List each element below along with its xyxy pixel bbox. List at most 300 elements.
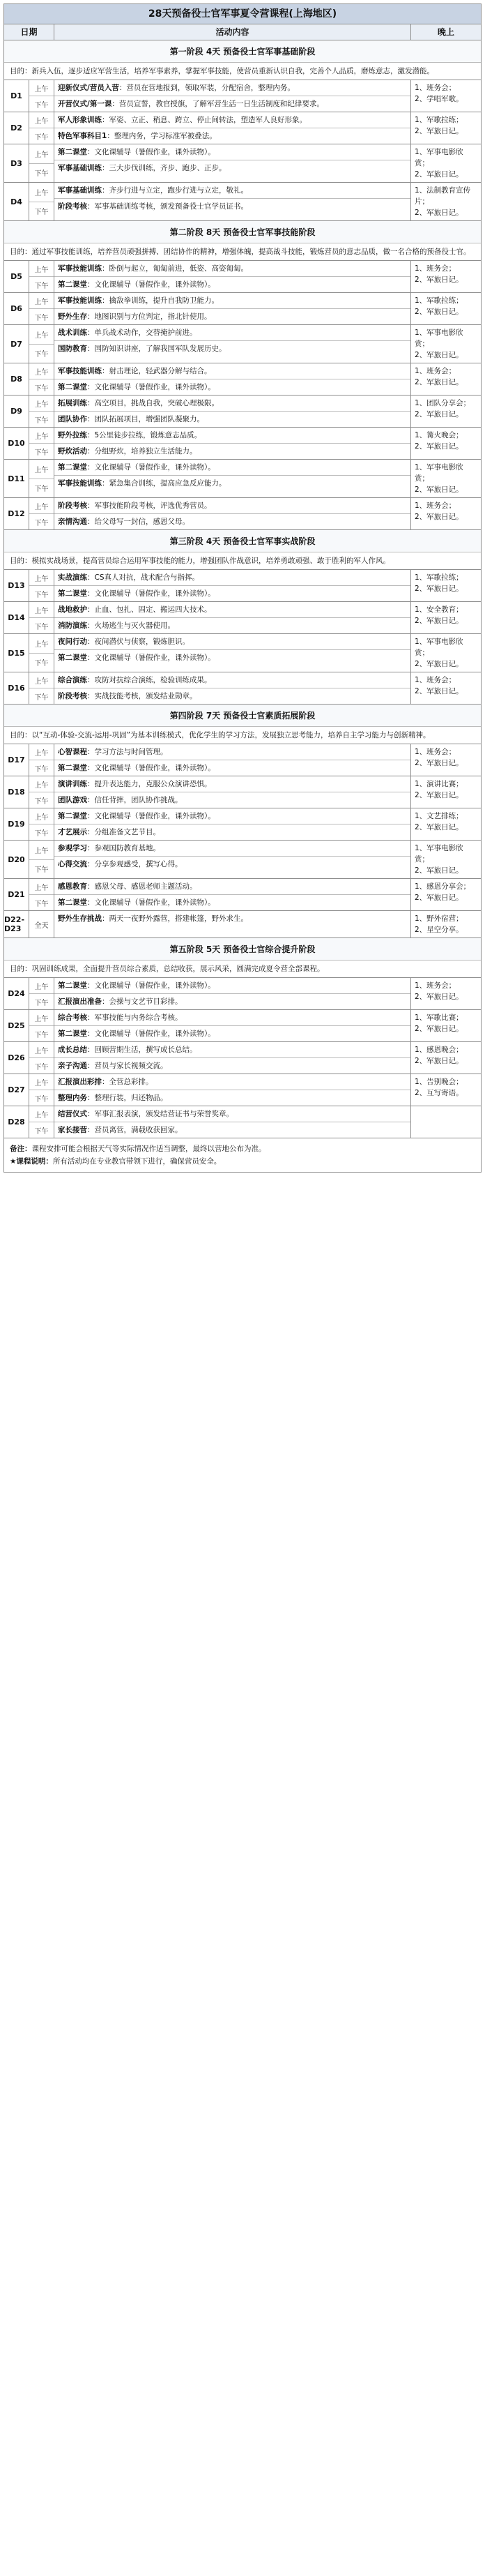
table-row [4,978,481,1010]
time-slots [29,1010,54,1041]
phase-goal: 目的：以“互动-体验-交流-运用-巩固”为基本训练模式，优化学生的学习方法，发展独立思考能力，培养自主学习能力与创新精神。 [4,727,481,744]
table-row [4,261,481,293]
time-slots [29,293,54,324]
activity-desc: 感恩父母、感恩老师主题活动。 [94,882,197,891]
time-slots [29,498,54,529]
activities [54,634,411,672]
activity-separator: ： [87,654,95,662]
activity-item [54,1122,410,1138]
activity-item [54,514,410,529]
activity-item [54,1106,410,1122]
activity-title: 亲子沟通 [58,1062,87,1070]
day-label: D8 [4,363,29,395]
activity-title: 国防教育 [58,345,87,353]
activities [54,776,411,808]
activity-desc: 营员离营，满载收获回家。 [94,1126,183,1134]
time-slots [29,776,54,808]
table-row [4,363,481,396]
table-row [4,396,481,428]
activities [54,460,411,497]
time-slot: 上午 [29,1106,54,1122]
activity-item [54,978,410,994]
activity-desc: 会操与文艺节目彩排。 [109,997,183,1006]
activities [54,1010,411,1041]
activity-item [54,688,410,704]
header-evening: 晚上 [437,27,454,37]
evening-activity: 1、班务会； 2、军旅日记。 [415,676,463,695]
day-label: D16 [4,672,29,704]
activity-item [54,760,410,776]
activity-desc: 整理内务，学习标准军被叠法。 [114,132,217,140]
activity-title: 团队协作 [58,415,87,423]
time-slots [29,112,54,144]
table-row [4,112,481,144]
table-row [4,602,481,634]
day-label: D7 [4,325,29,363]
activity-separator: ： [87,692,95,700]
time-slots [29,744,54,776]
day-label: D25 [4,1010,29,1041]
activity-item [54,824,410,840]
table-row [4,144,481,183]
activity-desc: 军事基础训练考核，颁发预备役士官学员证书。 [94,202,248,211]
activity-desc: 地图识别与方位判定，指北针使用。 [94,312,212,321]
activity-separator: ： [87,1062,95,1070]
time-slots [29,363,54,395]
activity-desc: 擒敌拳训练，提升自我防卫能力。 [109,296,219,305]
activity-title: 阶段考核 [58,692,87,700]
activity-separator: ： [87,573,95,582]
day-label: D19 [4,808,29,840]
activity-desc: 止血、包扎、固定、搬运四大技术。 [94,605,212,614]
time-slots [29,570,54,601]
activity-desc: 两天一夜野外露营，搭建帐篷，野外求生。 [109,914,248,923]
activity-item [54,744,410,760]
table-row [4,879,481,911]
activity-separator: ： [107,132,114,140]
activity-desc: 分组准备文艺节目。 [94,828,160,836]
evening-activity: 1、感恩晚会； 2、军旅日记。 [415,1046,463,1065]
time-slot: 上午 [29,602,54,618]
activity-desc: 文化课辅导（暑假作业，课外读物）。 [94,654,215,662]
activity-title: 汇报演出准备 [58,997,102,1006]
activity-title: 军事基础训练 [58,186,102,195]
time-slot: 上午 [29,1010,54,1026]
activity-title: 团队游戏 [58,796,87,804]
activity-item [54,396,410,412]
day-label: D2 [4,112,29,144]
day-label: D5 [4,261,29,292]
day-label: D15 [4,634,29,672]
evening-activity [411,1106,481,1138]
activity-desc: 回顾营期生活，撰写成长总结。 [94,1046,197,1054]
activity-separator: ： [87,812,95,820]
evening-activity: 1、演讲比赛； 2、军旅日记。 [415,780,463,799]
activity-item [54,602,410,618]
activities [54,911,411,937]
activity-separator: ： [87,844,95,852]
activities [54,112,411,144]
time-slot: 下午 [34,519,49,527]
time-slot: 上午 [29,841,54,860]
time-slots [29,879,54,910]
table-row [4,570,481,602]
activity-separator: ： [87,1126,95,1134]
activities [54,744,411,776]
evening-activity: 1、军事电影欣赏； 2、军旅日记。 [415,148,463,179]
day-label: D21 [4,879,29,910]
activities [54,80,411,112]
activities [54,879,411,910]
activities [54,841,411,878]
time-slots [29,261,54,292]
activity-desc: 高空项目，挑战自我，突破心理极限。 [94,399,219,407]
time-slot: 上午 [29,808,54,824]
activity-title: 感恩教育 [58,882,87,891]
activity-title: 第二课堂 [58,654,87,662]
activity-separator: ： [87,796,95,804]
time-slot: 下午 [34,693,49,702]
activity-item [54,476,410,491]
activity-desc: 提升表达能力，克服公众演讲恐惧。 [94,780,212,788]
activity-separator: ： [87,518,95,526]
time-slot: 下午 [34,101,49,110]
activity-desc: 夜间潜伏与侦察，锻炼胆识。 [94,638,190,646]
evening-activity: 1、告别晚会； 2、互写寄语。 [415,1078,463,1097]
activities [54,570,411,601]
table-row [4,776,481,808]
evening-activity: 1、班务会； 2、军旅日记。 [415,748,463,767]
time-slot: 下午 [34,1095,49,1104]
table-row [4,808,481,841]
activity-separator: ： [87,312,95,321]
time-slots [29,978,54,1009]
activity-item [54,808,410,824]
activity-item [54,570,410,586]
time-slot: 下午 [34,449,49,457]
time-slot: 下午 [34,209,49,217]
activity-item [54,412,410,427]
footer-note [10,1143,475,1154]
activities [54,1106,411,1138]
activity-separator: ： [87,860,95,868]
activity-item [54,586,410,601]
activity-title: 战术训练 [58,329,87,337]
time-slot: 下午 [34,623,49,631]
table-row [4,1106,481,1138]
activity-title: 阶段考核 [58,502,87,510]
time-slot: 上午 [29,1042,54,1058]
activity-separator: ： [87,415,95,423]
evening-activity: 1、班务会； 2、军旅日记。 [415,264,463,284]
activity-item [54,309,410,324]
activity-separator: ： [87,898,95,907]
table-row [4,293,481,325]
activity-desc: 营员与家长视频交流。 [94,1062,168,1070]
evening-activity: 1、军歌拉练； 2、军旅日记。 [415,116,463,135]
table-header [4,24,481,40]
footer-note2-text: 所有活动均在专业教官带领下进行，确保营员安全。 [52,1157,222,1166]
activity-desc: 分享参观感受，撰写心得。 [94,860,183,868]
time-slot: 上午 [29,978,54,994]
table-row [4,672,481,705]
evening-activity: 1、军事电影欣赏； 2、军旅日记。 [415,463,463,494]
phase-title: 第二阶段 8天 预备役士官军事技能阶段 [4,221,481,243]
day-label: D26 [4,1042,29,1074]
time-slots [29,634,54,672]
table-row [4,428,481,460]
activity-separator: ： [102,186,109,195]
activity-separator: ： [87,605,95,614]
activity-item [54,879,410,895]
activity-item [54,96,410,112]
activity-title: 阶段考核 [58,202,87,211]
activity-title: 迎新仪式/营员入营 [58,84,119,92]
activity-item [54,841,410,857]
activity-title: 第二课堂 [58,148,87,156]
activity-title: 消防演练 [58,622,87,630]
activity-title: 第二课堂 [58,1030,87,1038]
time-slot: 上午 [29,80,54,96]
activities [54,602,411,633]
activity-item [54,498,410,514]
activity-separator: ： [87,447,95,455]
table-row [4,744,481,776]
activity-item [54,261,410,277]
activities [54,293,411,324]
time-slot: 上午 [29,428,54,444]
evening-activity: 1、班务会； 2、军旅日记。 [415,367,463,386]
activity-separator: ： [87,502,95,510]
evening-activity: 1、野外宿营； 2、星空分享。 [415,914,463,934]
activity-desc: CS真人对抗，战术配合与指挥。 [94,573,199,582]
day-label: D11 [4,460,29,497]
evening-activity: 1、法制教育宣传片； 2、军旅日记。 [415,186,471,217]
activity-separator: ： [87,202,95,211]
activity-desc: 文化课辅导（暑假作业，课外读物）。 [94,589,215,598]
activity-item [54,895,410,910]
activity-item [54,672,410,688]
evening-activity: 1、班务会； 2、学唱军歌。 [415,84,463,103]
activity-item [54,379,410,395]
activity-desc: 文化课辅导（暑假作业，课外读物）。 [94,898,215,907]
time-slot: 下午 [34,765,49,774]
activity-title: 军事基础训练 [58,164,102,172]
activity-item [54,183,410,199]
activity-item [54,341,410,356]
day-label: D12 [4,498,29,529]
activity-separator: ： [102,296,109,305]
day-label: D4 [4,183,29,220]
activity-separator: ： [87,1110,95,1118]
activity-title: 第二课堂 [58,898,87,907]
time-slots [29,808,54,840]
time-slot: 上午 [29,672,54,688]
activities [54,428,411,459]
time-slot: 上午 [29,261,54,277]
activity-item [54,1074,410,1090]
activity-desc: 攻防对抗综合演练，检验训练成果。 [94,676,212,684]
time-slots [29,911,54,937]
time-slot: 上午 [29,744,54,760]
activity-desc: 文化课辅导（暑假作业，课外读物）。 [94,981,215,990]
activity-separator: ： [87,399,95,407]
time-slots [29,841,54,878]
time-slot: 下午 [34,1127,49,1136]
activity-item [54,460,410,476]
activity-separator: ： [87,981,95,990]
activity-item [54,144,410,160]
activity-item [54,160,410,176]
phase-goal: 目的：巩固训练成果，全面提升营员综合素质，总结收获，展示风采，圆满完成夏令营全部课程。 [4,961,481,978]
activity-desc: 齐步行进与立定，跑步行进与立定，敬礼。 [109,186,248,195]
activity-title: 第二课堂 [58,589,87,598]
time-slots [29,1074,54,1106]
activity-desc: 文化课辅导（暑假作业，课外读物）。 [94,148,215,156]
header-activity: 活动内容 [54,24,411,40]
activity-desc: 卧倒与起立，匍匐前进，低姿、高姿匍匐。 [109,264,248,273]
time-slots [29,460,54,497]
activity-title: 心智课程 [58,748,87,756]
evening-activity: 1、军事电影欣赏； 2、军旅日记。 [415,329,463,359]
activity-separator: ： [87,431,95,439]
activity-separator: ： [87,638,95,646]
activities [54,498,411,529]
table-row [4,1074,481,1106]
day-label: D27 [4,1074,29,1106]
activity-title: 军事技能训练 [58,296,102,305]
time-slot: 下午 [34,133,49,142]
activity-item [54,1058,410,1074]
activity-desc: 营员宣誓，教官授旗，了解军营生活一日生活制度和纪律要求。 [118,100,324,108]
activity-desc: 营员在营地报到，领取军装，分配宿舍，整理内务。 [126,84,295,92]
phase-title: 第三阶段 4天 预备役士官军事实战阶段 [4,530,481,552]
activity-separator: ： [111,100,119,108]
activity-title: 第二课堂 [58,812,87,820]
activity-desc: 单兵战术动作，交替掩护前进。 [94,329,197,337]
activity-item [54,428,410,444]
time-slot: 全天 [34,921,49,930]
activity-separator: ： [102,914,109,923]
activity-title: 综合演练 [58,676,87,684]
schedule-document [3,3,482,1173]
activity-title: 心得交流 [58,860,87,868]
evening-activity: 1、班务会； 2、军旅日记。 [415,502,463,521]
activity-desc: 军事技能阶段考核，评选优秀营员。 [94,502,212,510]
activity-separator: ： [102,116,109,124]
activity-separator: ： [102,367,109,375]
activity-title: 开营仪式/第一课 [58,100,112,108]
day-label: D14 [4,602,29,633]
activity-desc: 信任背摔，团队协作挑战。 [94,796,183,804]
activities [54,144,411,182]
activities [54,1074,411,1106]
activity-separator: ： [87,1030,95,1038]
activity-desc: 实战技能考核，颁发结业勋章。 [94,692,197,700]
activity-title: 第二课堂 [58,383,87,391]
activity-separator: ： [87,676,95,684]
activity-separator: ： [87,463,95,472]
activity-separator: ： [87,280,95,289]
time-slot: 下午 [34,1031,49,1039]
time-slot: 下午 [34,1063,49,1071]
activity-item [54,112,410,128]
time-slot: 下午 [34,900,49,908]
activity-title: 演讲训练 [58,780,87,788]
activity-desc: 国防知识讲座，了解我国军队发展历史。 [94,345,226,353]
activity-title: 成长总结 [58,1046,87,1054]
table-row [4,634,481,672]
footer [4,1138,481,1172]
activity-separator: ： [102,164,109,172]
activity-item [54,128,410,144]
activity-desc: 参观国防教育基地。 [94,844,160,852]
evening-activity: 1、安全教育； 2、军旅日记。 [415,605,463,625]
activity-separator: ： [102,1078,109,1086]
activity-desc: 文化课辅导（暑假作业，课外读物）。 [94,280,215,289]
time-slot: 上午 [29,363,54,379]
time-slot: 下午 [34,384,49,393]
activity-item [54,293,410,309]
activity-separator: ： [87,764,95,772]
activity-title: 野外拉练 [58,431,87,439]
activity-desc: 5公里徒步拉练，锻炼意志品质。 [94,431,202,439]
evening-activity: 1、班务会； 2、军旅日记。 [415,981,463,1001]
activity-separator: ： [87,1046,95,1054]
activity-separator: ： [87,748,95,756]
phase-title: 第五阶段 5天 预备役士官综合提升阶段 [4,938,481,961]
time-slot: 上午 [29,293,54,309]
day-label: D24 [4,978,29,1009]
activity-desc: 整理行装，归还物品。 [94,1094,168,1102]
time-slot: 上午 [29,570,54,586]
activity-title: 综合考核 [58,1014,87,1022]
activity-separator: ： [87,780,95,788]
activity-title: 拓展训练 [58,399,87,407]
activity-item [54,994,410,1009]
activity-item [54,618,410,633]
activity-desc: 文化课辅导（暑假作业，课外读物）。 [94,463,215,472]
evening-activity: 1、军歌拉练； 2、军旅日记。 [415,296,463,316]
time-slots [29,602,54,633]
time-slots [29,428,54,459]
activity-desc: 全营总彩排。 [109,1078,153,1086]
footer-note-text: 课程安排可能会根据天气等实际情况作适当调整，最终以营地公布为准。 [31,1145,266,1153]
activity-title: 野外生存 [58,312,87,321]
activity-item [54,911,410,926]
time-slot: 下午 [34,485,49,494]
activity-item [54,325,410,341]
table-row [4,325,481,363]
time-slot: 上午 [29,183,54,202]
activity-item [54,857,410,872]
time-slots [29,80,54,112]
activity-separator: ： [102,997,109,1006]
time-slot: 上午 [29,634,54,654]
phase-title: 第四阶段 7天 预备役士官素质拓展阶段 [4,705,481,727]
activity-title: 第二课堂 [58,280,87,289]
activity-item [54,444,410,459]
activities [54,978,411,1009]
day-label: D9 [4,396,29,427]
time-slot: 上午 [29,325,54,345]
footer-note2-label: ★课程说明： [10,1157,53,1166]
day-label: D13 [4,570,29,601]
activity-desc: 射击理论，轻武器分解与结合。 [109,367,212,375]
table-row [4,1010,481,1042]
activity-desc: 火场逃生与灭火器使用。 [94,622,175,630]
activity-title: 第二课堂 [58,463,87,472]
